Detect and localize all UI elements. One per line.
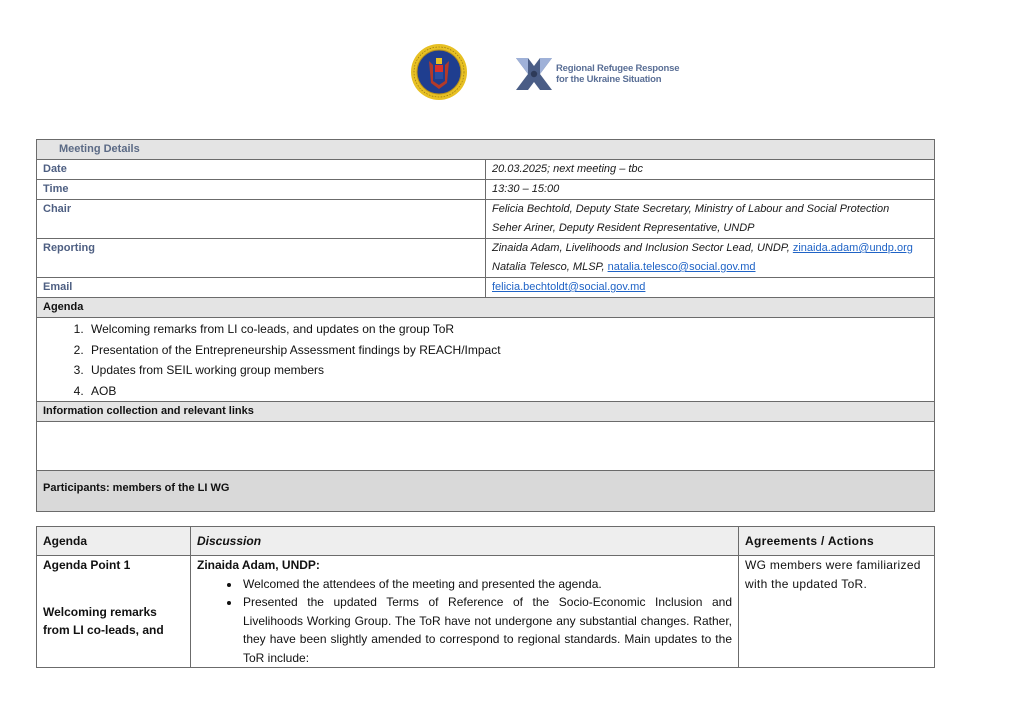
details-row-time	[37, 180, 935, 200]
chair-line-1: Felicia Bechtold, Deputy State Secretary, Ministry of Labour and Social Protection	[492, 203, 890, 215]
table-row	[37, 556, 935, 668]
agenda-cell	[37, 556, 191, 668]
agenda-item: 2. Presentation of the Entrepreneurship Assessment findings by REACH/Impact	[87, 340, 934, 361]
agenda-item: 1. Welcoming remarks from LI co-leads, and updates on the group ToR	[87, 319, 934, 340]
email-value	[486, 278, 935, 298]
date-value: 20.03.2025; next meeting – tbc	[486, 160, 935, 180]
reporting-line-1-text: Zinaida Adam, Livelihoods and Inclusion Sector Lead, UNDP,	[492, 242, 793, 254]
agenda-list	[37, 319, 934, 401]
moldova-coat-of-arms-logo	[410, 43, 468, 101]
column-header-actions: Agreements / Actions	[739, 527, 935, 556]
details-row-reporting	[37, 239, 935, 278]
header-logos	[0, 40, 1024, 110]
details-row-email	[37, 278, 935, 298]
agenda-item: 4. AOB	[87, 381, 934, 402]
details-row-chair	[37, 200, 935, 239]
discussion-cell	[191, 556, 739, 668]
time-value: 13:30 – 15:00	[486, 180, 935, 200]
email-link-natalia[interactable]: natalia.telesco@social.gov.md	[607, 261, 756, 273]
time-label: Time	[37, 180, 486, 200]
participants-row: Participants: members of the LI WG	[37, 471, 935, 512]
discussion-bullet: • Welcomed the attendees of the meeting and presented the agenda.	[241, 575, 732, 594]
rrr-logo-text	[556, 63, 679, 85]
info-collection-content	[37, 422, 935, 471]
reporting-label: Reporting	[37, 239, 486, 278]
agenda-list-cell	[37, 318, 935, 402]
email-link-felicia[interactable]: felicia.bechtoldt@social.gov.md	[492, 281, 646, 293]
agenda-heading: Agenda	[37, 298, 935, 318]
speaker-name: Zinaida Adam, UNDP:	[197, 558, 320, 572]
meeting-details-table	[36, 139, 935, 512]
reporting-line-1	[492, 239, 928, 258]
discussion-table	[36, 526, 935, 668]
agenda-item: 3. Updates from SEIL working group members	[87, 360, 934, 381]
chair-line-2: Seher Ariner, Deputy Resident Representative, UNDP	[492, 222, 755, 234]
email-link-zinaida[interactable]: zinaida.adam@undp.org	[792, 242, 913, 254]
details-row-date	[37, 160, 935, 180]
info-collection-heading: Information collection and relevant links	[37, 402, 935, 422]
regional-refugee-response-logo	[514, 54, 554, 94]
reporting-value	[486, 239, 935, 278]
column-header-agenda: Agenda	[37, 527, 191, 556]
email-label: Email	[37, 278, 486, 298]
agenda-point-label: Agenda Point 1	[43, 558, 131, 572]
discussion-header-row	[37, 527, 935, 556]
reporting-line-2	[492, 258, 928, 277]
date-label: Date	[37, 160, 486, 180]
spacer	[43, 575, 184, 603]
actions-cell: WG members were familiarized with the updated ToR.	[739, 556, 935, 668]
reporting-line-2-text: Natalia Telesco, MLSP,	[492, 261, 608, 273]
agenda-point-title: Welcoming remarks from LI co-leads, and	[43, 604, 164, 637]
discussion-bullets	[197, 575, 732, 668]
rrr-logo-line2: for the Ukraine Situation	[556, 74, 662, 85]
discussion-bullet: • Presented the updated Terms of Reference of the Socio-Economic Inclusion and Livelihoods Working Group. The ToR have not undergone any substantial changes. Rather, they have been slightly amended to correspond to regional standards. Main updates to the ToR include:	[241, 593, 732, 667]
rrr-logo-line1: Regional Refugee Response	[556, 63, 680, 74]
chair-label: Chair	[37, 200, 486, 239]
chair-value	[486, 200, 935, 239]
meeting-details-heading: Meeting Details	[37, 140, 935, 160]
column-header-discussion: Discussion	[191, 527, 739, 556]
